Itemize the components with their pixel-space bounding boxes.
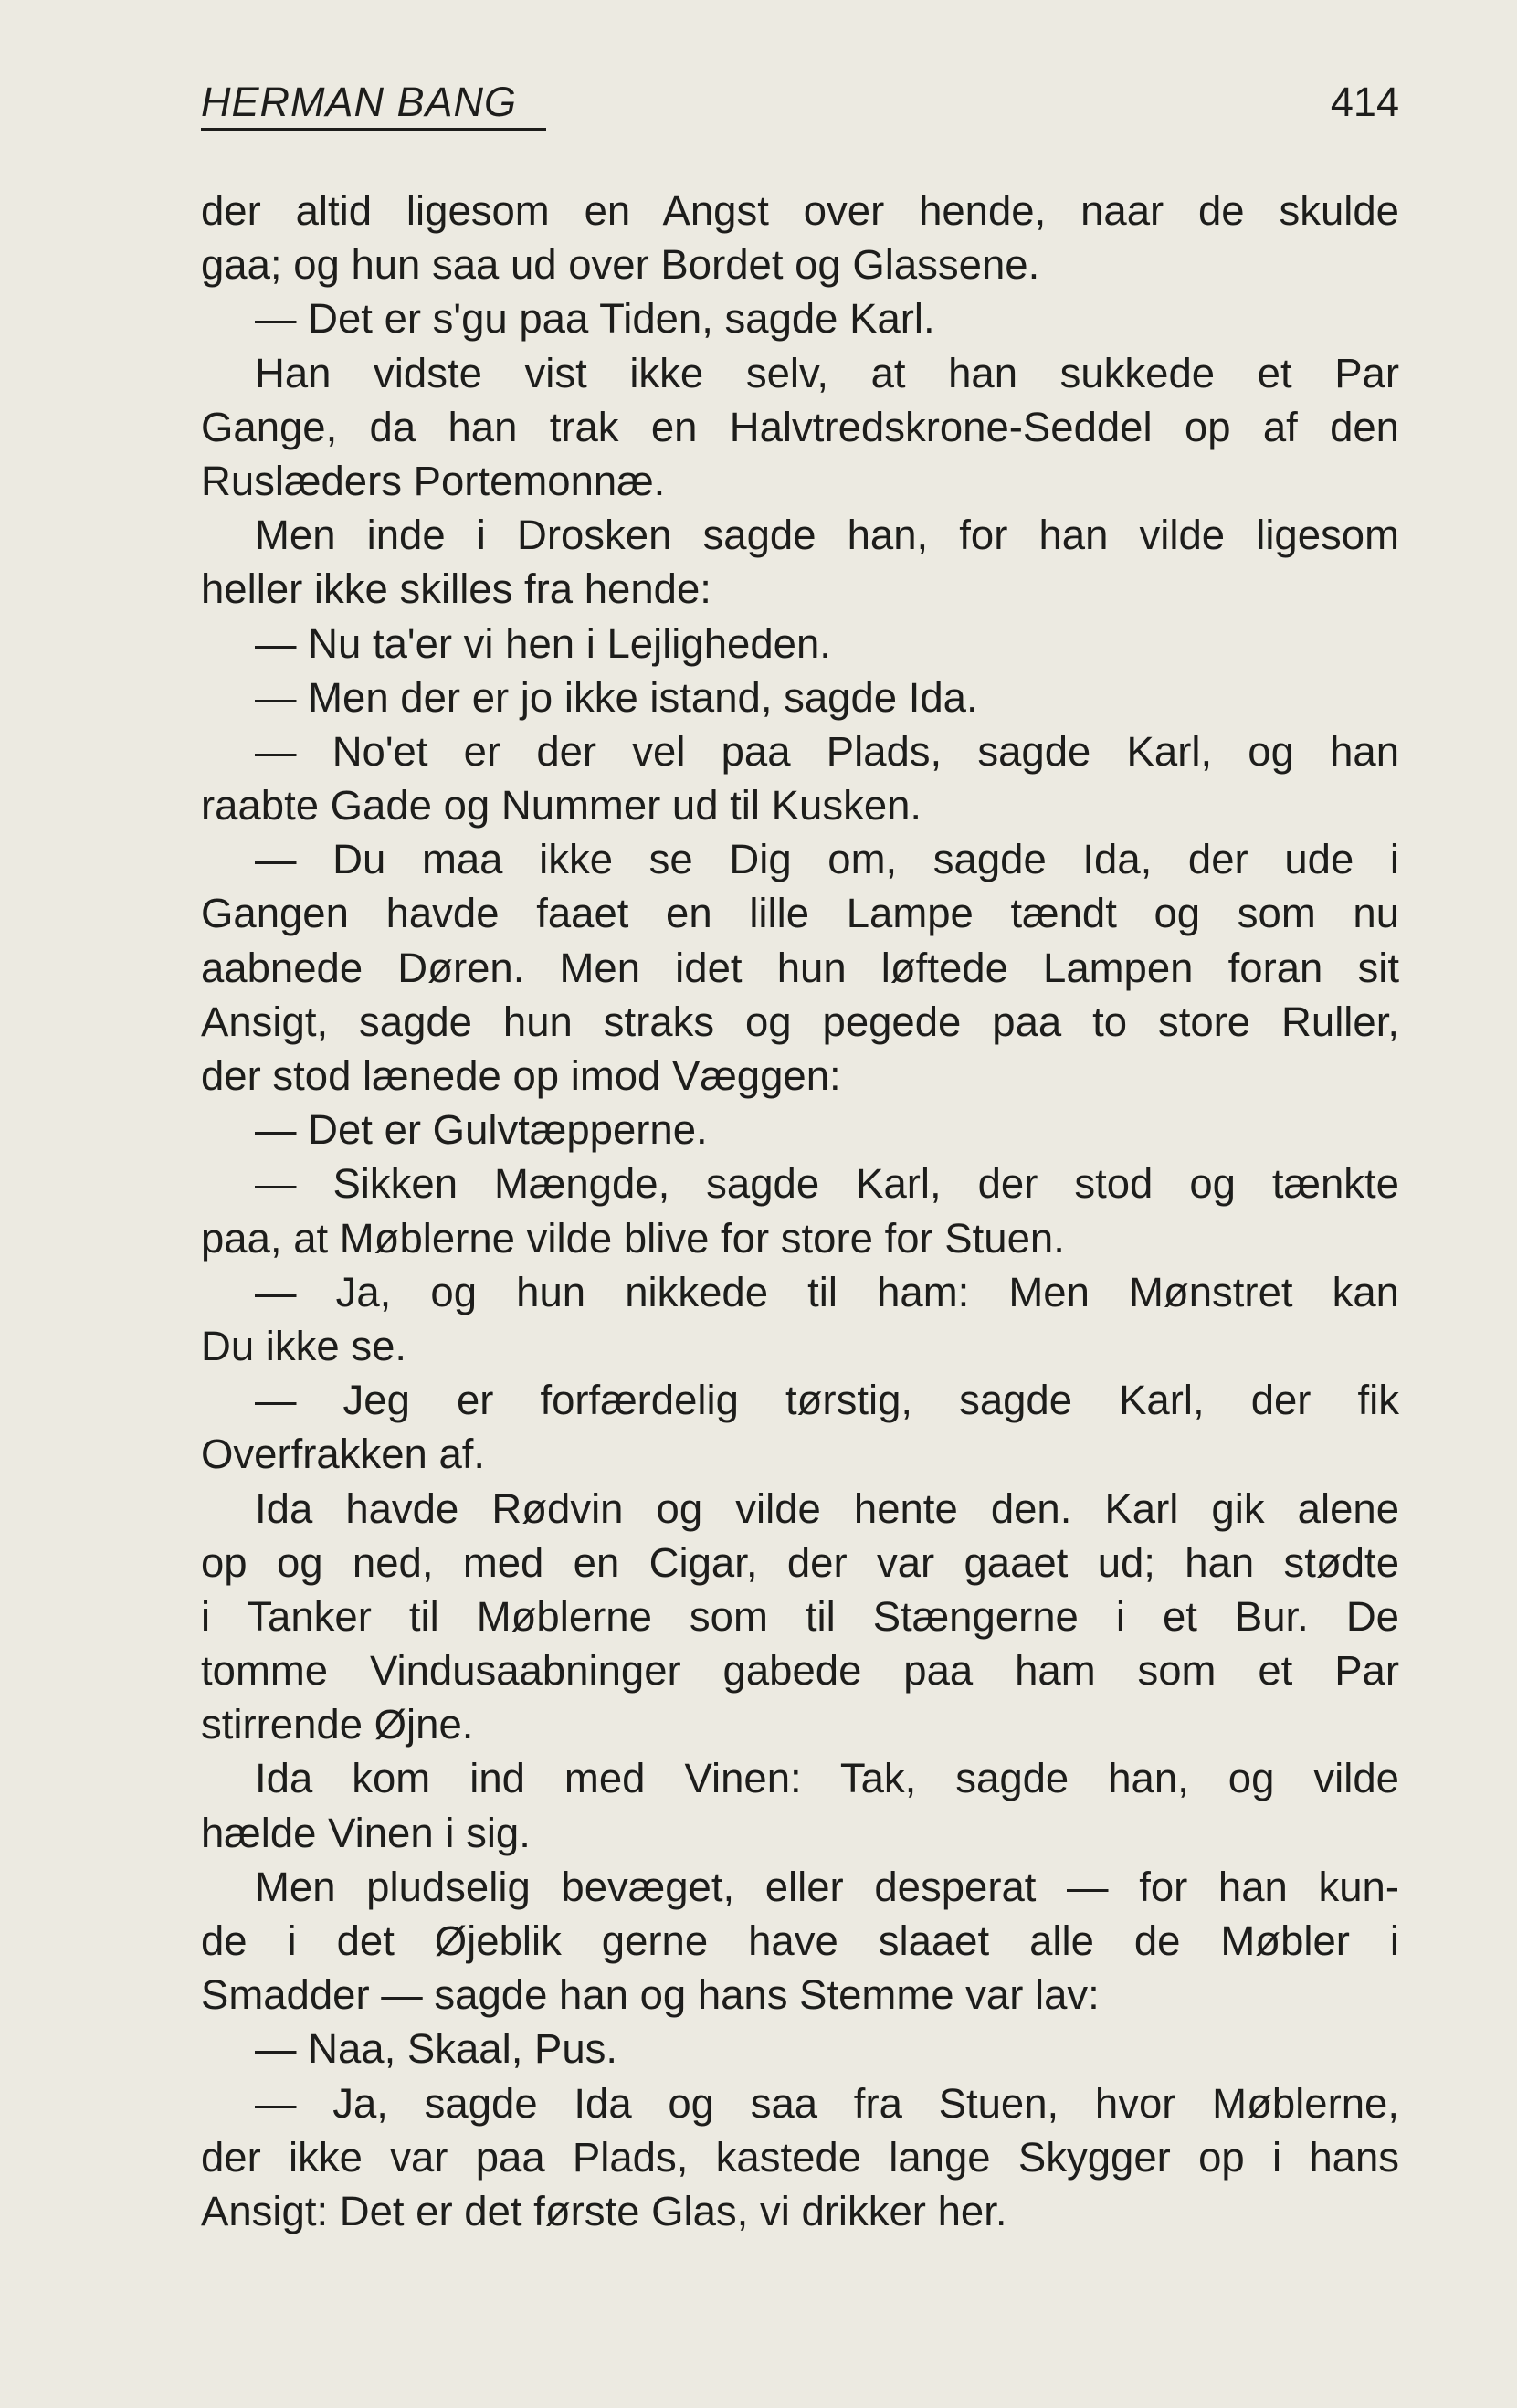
text-line: — Nu ta'er vi hen i Lejligheden. — [255, 619, 831, 667]
text-line: i Tanker til Møblerne som til Stængerne i et Bur. De — [201, 1592, 1399, 1640]
text-line: — Ja, og hun nikkede til ham: Men Mønstret kan — [255, 1268, 1399, 1315]
text-line: Du ikke se. — [201, 1322, 407, 1369]
text-line: paa, at Møblerne vilde blive for store for Stuen. — [201, 1214, 1065, 1262]
text-line: Ida kom ind med Vinen: Tak, sagde han, og vilde — [255, 1755, 1399, 1802]
text-line: der stod lænede op imod Væggen: — [201, 1052, 841, 1099]
text-line: Ansigt, sagde hun straks og pegede paa to store Ruller, — [201, 998, 1399, 1045]
text-line: raabte Gade og Nummer ud til Kusken. — [201, 782, 922, 829]
text-line: de i det Øjeblik gerne have slaaet alle de Møbler i — [201, 1917, 1399, 1964]
text-line: der altid ligesom en Angst over hende, naar de skulde — [201, 187, 1399, 234]
text-line: — Naa, Skaal, Pus. — [255, 2025, 618, 2073]
text-line: Gangen havde faaet en lille Lampe tændt og som nu — [201, 890, 1399, 937]
text-line: Men pludselig bevæget, eller desperat — for han kun- — [255, 1863, 1399, 1910]
text-line: — Men der er jo ikke istand, sagde Ida. — [255, 673, 978, 721]
text-line: der ikke var paa Plads, kastede lange Skygger op i hans — [201, 2133, 1399, 2181]
text-line: — Jeg er forfærdelig tørstig, sagde Karl, der fik — [255, 1377, 1399, 1424]
text-line: Smadder — sagde han og hans Stemme var lav: — [201, 1971, 1100, 2019]
text-line: — No'et er der vel paa Plads, sagde Karl, og han — [255, 727, 1399, 775]
page-number: 414 — [1330, 79, 1399, 125]
text-line: Ansigt: Det er det første Glas, vi drikker her. — [201, 2187, 1007, 2234]
text-line: — Du maa ikke se Dig om, sagde Ida, der ude i — [255, 836, 1399, 883]
text-line: Han vidste vist ikke selv, at han sukkede et Par — [255, 349, 1399, 396]
author-name: HERMAN BANG — [201, 77, 546, 131]
text-line: Men inde i Drosken sagde han, for han vilde ligesom — [255, 512, 1399, 559]
text-line: — Det er s'gu paa Tiden, sagde Karl. — [255, 295, 935, 343]
text-line: Ida havde Rødvin og vilde hente den. Karl gik alene — [255, 1484, 1399, 1532]
text-line: hælde Vinen i sig. — [201, 1809, 531, 1856]
running-header — [201, 77, 1399, 133]
text-line: — Ja, sagde Ida og saa fra Stuen, hvor Møblerne, — [255, 2079, 1399, 2127]
text-line: op og ned, med en Cigar, der var gaaet ud; han stødte — [201, 1538, 1399, 1586]
text-line: Gange, da han trak en Halvtredskrone-Seddel op af den — [201, 403, 1399, 450]
body-text — [201, 184, 1399, 2238]
text-line: tomme Vindusaabninger gabede paa ham som et Par — [201, 1647, 1399, 1695]
text-line: gaa; og hun saa ud over Bordet og Glassene. — [201, 241, 1040, 289]
text-line: aabnede Døren. Men idet hun løftede Lampen foran sit — [201, 944, 1399, 991]
text-line: Overfrakken af. — [201, 1431, 486, 1478]
text-line: — Sikken Mængde, sagde Karl, der stod og tænkte — [255, 1160, 1399, 1208]
text-line: stirrende Øjne. — [201, 1701, 474, 1748]
text-line: Ruslæders Portemonnæ. — [201, 457, 666, 504]
text-line: heller ikke skilles fra hende: — [201, 565, 711, 613]
text-line: — Det er Gulvtæpperne. — [255, 1106, 708, 1154]
